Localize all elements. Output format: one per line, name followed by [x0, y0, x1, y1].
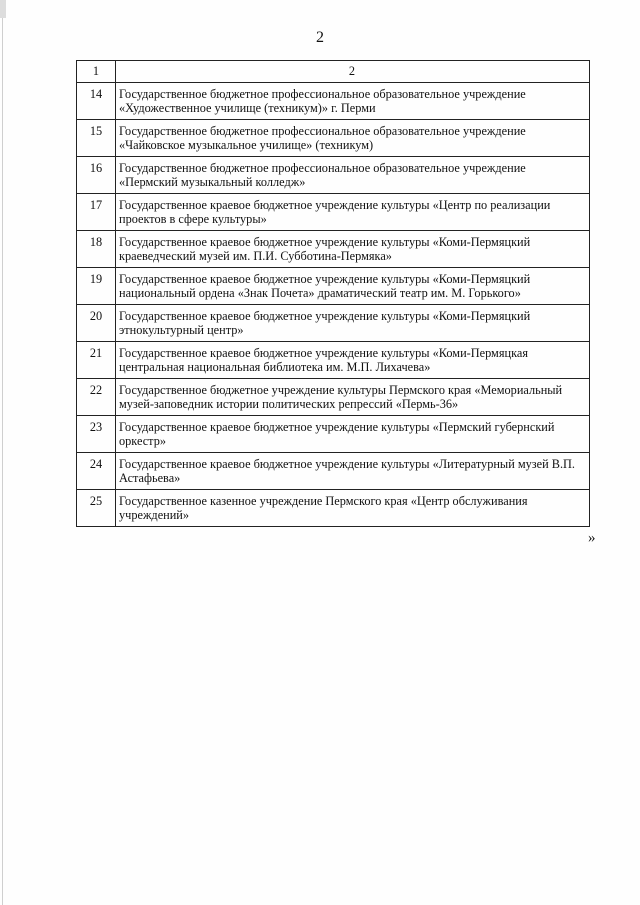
institution-name: Государственное бюджетное учреждение культуры Пермского края «Мемориальный музей-заповедник истории политических репрессий «Пермь-36» — [116, 379, 590, 416]
table-row — [77, 416, 590, 453]
table-row — [77, 231, 590, 268]
institution-name: Государственное казенное учреждение Пермского края «Центр обслуживания учреждений» — [116, 490, 590, 527]
table-header-row — [77, 61, 590, 83]
row-number: 24 — [77, 453, 116, 490]
institution-name: Государственное бюджетное профессиональное образовательное учреждение «Чайковское музыкальное училище» (техникум) — [116, 120, 590, 157]
table-row — [77, 194, 590, 231]
institution-name: Государственное краевое бюджетное учреждение культуры «Коми-Пермяцкий национальный ордена «Знак Почета» драматический театр им. М. Горького» — [116, 268, 590, 305]
institution-name: Государственное бюджетное профессиональное образовательное учреждение «Художественное училище (техникум)» г. Перми — [116, 83, 590, 120]
institution-name: Государственное краевое бюджетное учреждение культуры «Центр по реализации проектов в сфере культуры» — [116, 194, 590, 231]
table-row — [77, 453, 590, 490]
column-header-number: 1 — [77, 61, 116, 83]
row-number: 14 — [77, 83, 116, 120]
institution-name: Государственное краевое бюджетное учреждение культуры «Коми-Пермяцкий краеведческий музей им. П.И. Субботина-Пермяка» — [116, 231, 590, 268]
row-number: 23 — [77, 416, 116, 453]
row-number: 21 — [77, 342, 116, 379]
closing-quote-mark: » — [588, 530, 596, 546]
scan-mark — [0, 0, 6, 18]
scan-edge — [2, 0, 3, 905]
row-number: 17 — [77, 194, 116, 231]
row-number: 25 — [77, 490, 116, 527]
table-row — [77, 305, 590, 342]
institution-name: Государственное бюджетное профессиональное образовательное учреждение «Пермский музыкальный колледж» — [116, 157, 590, 194]
row-number: 22 — [77, 379, 116, 416]
page-number: 2 — [316, 29, 324, 46]
institutions-table — [76, 60, 590, 527]
institution-name: Государственное краевое бюджетное учреждение культуры «Литературный музей В.П. Астафьева» — [116, 453, 590, 490]
column-header-name: 2 — [116, 61, 590, 83]
institution-name: Государственное краевое бюджетное учреждение культуры «Пермский губернский оркестр» — [116, 416, 590, 453]
institution-name: Государственное краевое бюджетное учреждение культуры «Коми-Пермяцкая центральная национальная библиотека им. М.П. Лихачева» — [116, 342, 590, 379]
table-row — [77, 120, 590, 157]
row-number: 16 — [77, 157, 116, 194]
table-row — [77, 268, 590, 305]
table-row — [77, 379, 590, 416]
table-row — [77, 157, 590, 194]
institution-name: Государственное краевое бюджетное учреждение культуры «Коми-Пермяцкий этнокультурный центр» — [116, 305, 590, 342]
row-number: 19 — [77, 268, 116, 305]
row-number: 18 — [77, 231, 116, 268]
table-row — [77, 83, 590, 120]
row-number: 20 — [77, 305, 116, 342]
row-number: 15 — [77, 120, 116, 157]
table-row — [77, 490, 590, 527]
table-row — [77, 342, 590, 379]
